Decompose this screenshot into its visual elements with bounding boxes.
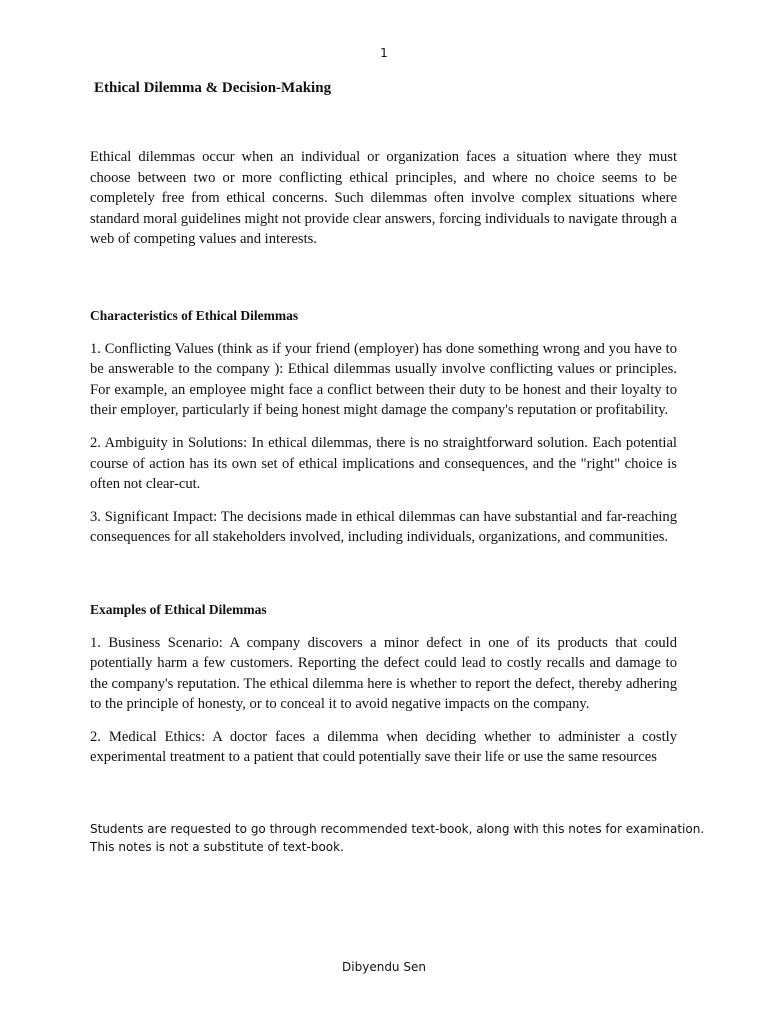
author-name: Dibyendu Sen [342,960,426,974]
characteristic-significant-impact: 3. Significant Impact: The decisions made in ethical dilemmas can have substantial and far-reaching consequences for all stakeholders involved, including individuals, organizations, and communities. [90,508,677,546]
footer-note-line-2: This notes is not a substitute of text-book. [90,840,344,854]
characteristic-conflicting-values: 1. Conflicting Values (think as if your friend (employer) has done something wrong and you have to be answerable to the company ): Ethical dilemmas usually involve conflicting values or principles. For example, an employee might face a conflict between their duty to be honest and their loyalty to their employer, particularly if being honest might damage the company's reputation or profitability. [90,340,677,419]
characteristic-ambiguity: 2. Ambiguity in Solutions: In ethical dilemmas, there is no straightforward solution. Each potential course of action has its own set of ethical implications and consequences, and the "right" choice is often not clear-cut. [90,434,677,493]
document-body [90,147,677,780]
footer-note-line-1: Students are requested to go through recommended text-book, along with this notes for examination. [90,822,705,836]
example-business-scenario: 1. Business Scenario: A company discovers a minor defect in one of its products that could potentially harm a few customers. Reporting the defect could lead to costly recalls and damage to the company's reputation. The ethical dilemma here is whether to report the defect, thereby adhering to the principle of honesty, or to conceal it to avoid negative impacts on the company. [90,634,677,713]
document-title: Ethical Dilemma & Decision-Making [94,80,332,96]
example-medical-ethics: 2. Medical Ethics: A doctor faces a dilemma when deciding whether to administer a costly experimental treatment to a patient that could potentially save their life or use the same resources [90,728,677,766]
footer-note [90,820,705,856]
section-heading-characteristics: Characteristics of Ethical Dilemmas [90,307,299,323]
page-number: 1 [380,46,388,60]
section-heading-examples: Examples of Ethical Dilemmas [90,601,267,617]
intro-paragraph: Ethical dilemmas occur when an individual or organization faces a situation where they must choose between two or more conflicting ethical principles, and where no choice seems to be completely free from ethical concerns. Such dilemmas often involve complex situations where standard moral guidelines might not provide clear answers, forcing individuals to navigate through a web of competing values and interests. [90,149,677,248]
